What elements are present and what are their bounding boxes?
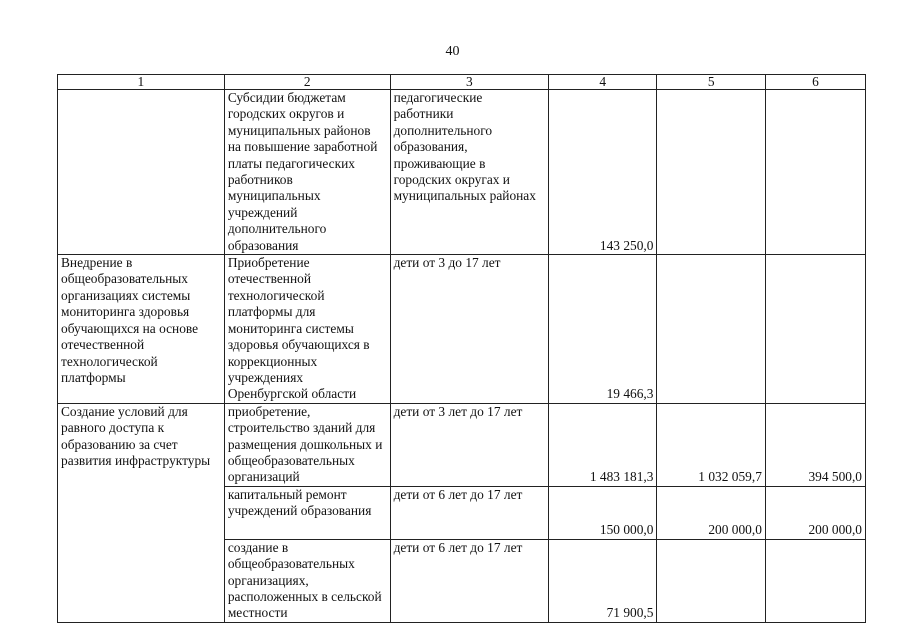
table-row xyxy=(58,90,866,255)
column-header: 2 xyxy=(224,75,390,90)
amount-col4-cell: 1 483 181,3 xyxy=(549,403,657,486)
amount-col5-cell: 1 032 059,7 xyxy=(657,403,765,486)
target-group-cell: дети от 3 лет до 17 лет xyxy=(390,403,548,486)
amount-col5-cell xyxy=(657,90,765,255)
amount-col4-cell: 143 250,0 xyxy=(549,90,657,255)
activity-cell xyxy=(58,90,225,255)
target-group-cell: педагогические работники дополнительного образования, проживающие в городских округах и муниципальных районах xyxy=(390,90,548,255)
page-number: 40 xyxy=(445,44,460,59)
activity-cell: Внедрение в общеобразовательных организациях системы мониторинга здоровья обучающихся на основе отечественной технологической платформы xyxy=(58,255,225,404)
amount-col6-cell: 200 000,0 xyxy=(765,486,865,539)
amount-col4-cell: 19 466,3 xyxy=(549,255,657,404)
amount-col5-cell: 200 000,0 xyxy=(657,486,765,539)
measure-cell: Субсидии бюджетам городских округов и муниципальных районов на повышение заработной платы педагогических работников муниципальных учреждений дополнительного образования xyxy=(224,90,390,255)
amount-col6-cell xyxy=(765,539,865,622)
column-header: 5 xyxy=(657,75,765,90)
target-group-cell: дети от 6 лет до 17 лет xyxy=(390,539,548,622)
target-group-cell: дети от 6 лет до 17 лет xyxy=(390,486,548,539)
column-header: 1 xyxy=(58,75,225,90)
amount-col5-cell xyxy=(657,255,765,404)
measure-cell: Приобретение отечественной технологической платформы для мониторинга системы здоровья обучающихся в коррекционных учреждениях Оренбургской области xyxy=(224,255,390,404)
amount-col5-cell xyxy=(657,539,765,622)
measure-cell: капитальный ремонт учреждений образования xyxy=(224,486,390,539)
table-row xyxy=(58,255,866,404)
budget-table xyxy=(57,74,866,623)
amount-col4-cell: 150 000,0 xyxy=(549,486,657,539)
target-group-cell: дети от 3 до 17 лет xyxy=(390,255,548,404)
table-header-row xyxy=(58,75,866,90)
measure-cell: создание в общеобразовательных организациях, расположенных в сельской местности xyxy=(224,539,390,622)
amount-col6-cell xyxy=(765,90,865,255)
column-header: 3 xyxy=(390,75,548,90)
column-header: 6 xyxy=(765,75,865,90)
column-header: 4 xyxy=(549,75,657,90)
amount-col6-cell: 394 500,0 xyxy=(765,403,865,486)
amount-col4-cell: 71 900,5 xyxy=(549,539,657,622)
amount-col6-cell xyxy=(765,255,865,404)
measure-cell: приобретение, строительство зданий для размещения дошкольных и общеобразовательных организаций xyxy=(224,403,390,486)
activity-cell: Создание условий для равного доступа к образованию за счет развития инфраструктуры xyxy=(58,403,225,622)
table-row xyxy=(58,403,866,486)
